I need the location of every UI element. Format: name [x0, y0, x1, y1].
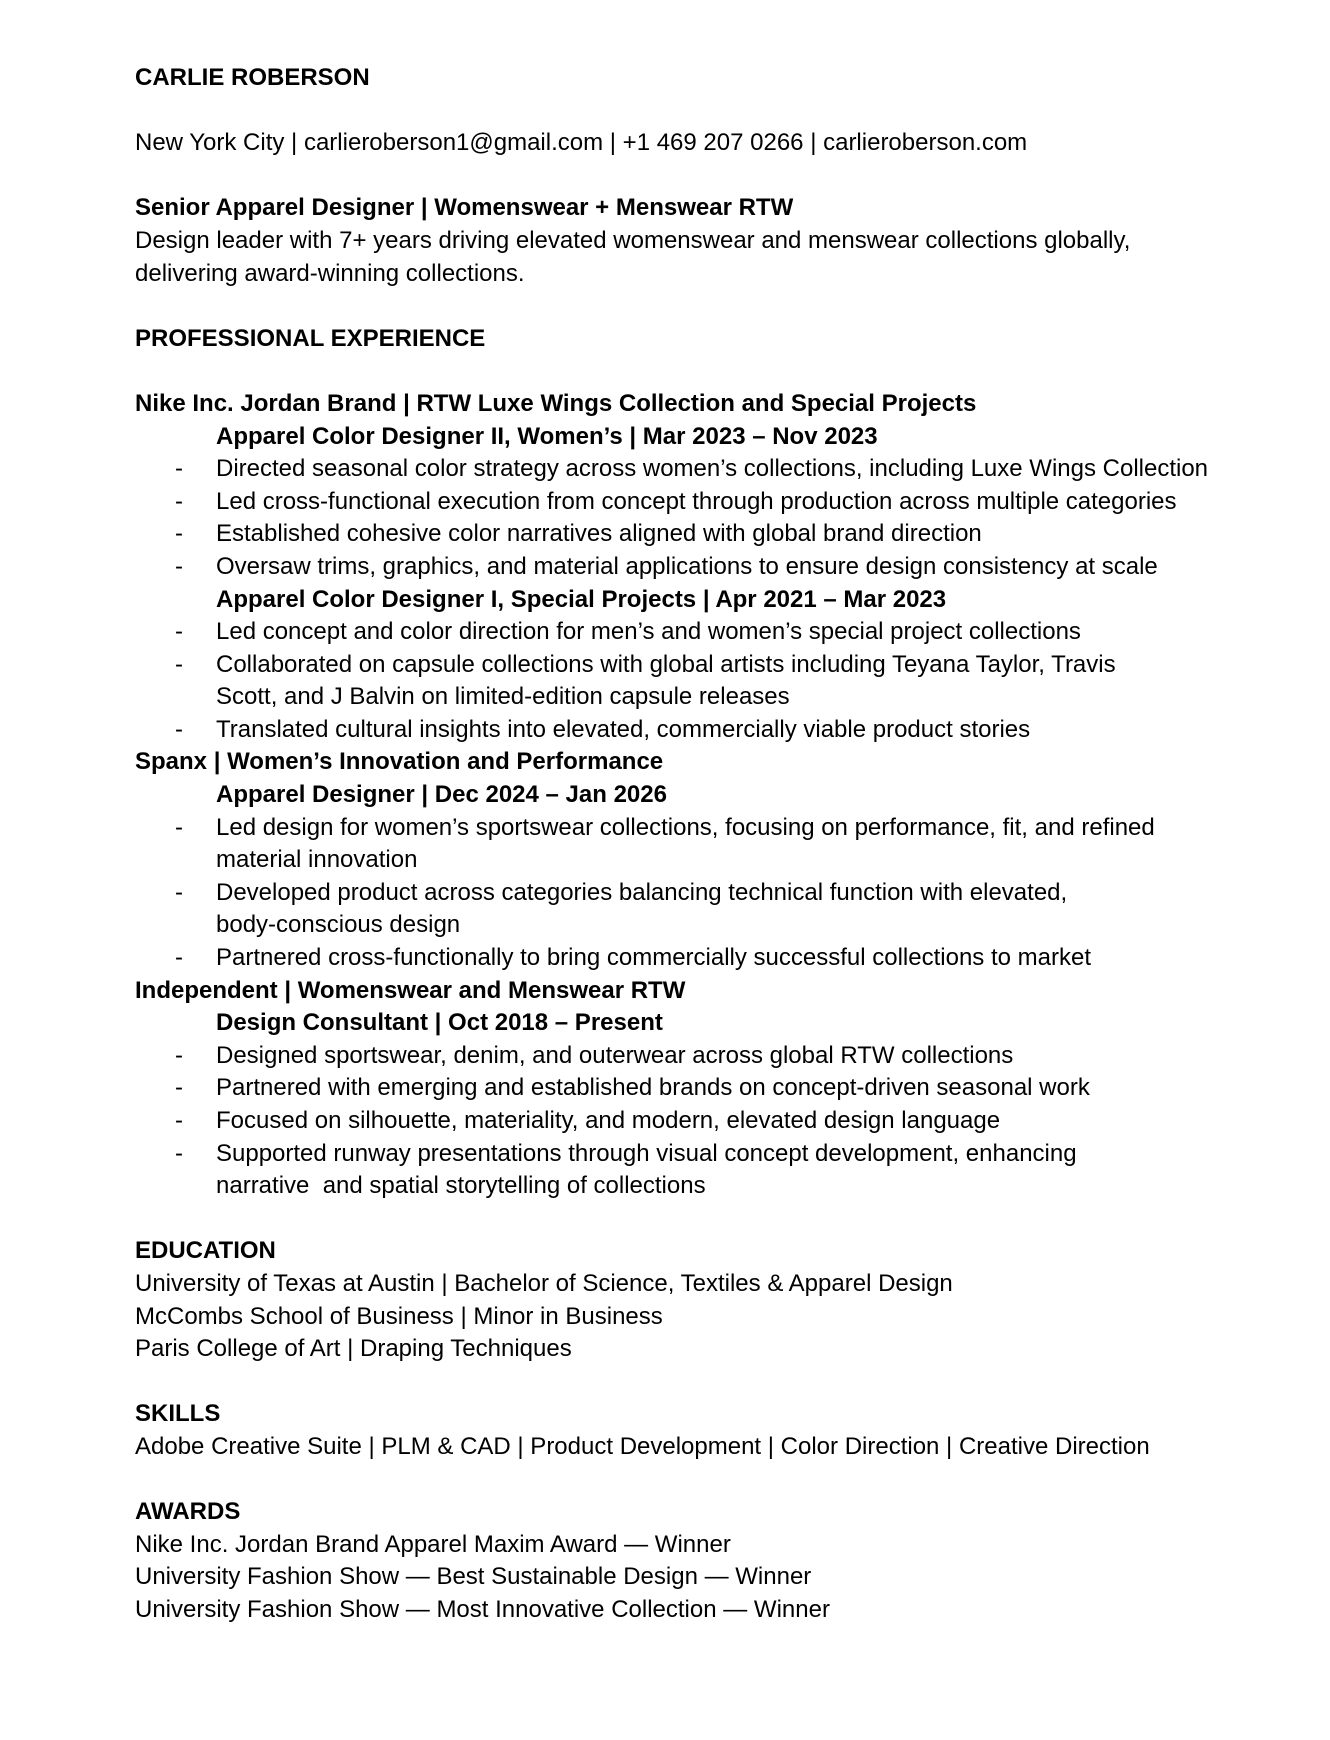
- skills-line: Adobe Creative Suite | PLM & CAD | Product Development | Color Direction | Creative Direction: [135, 1432, 1150, 1460]
- summary-line: delivering award-winning collections.: [135, 259, 525, 287]
- list-item-continuation: [135, 1170, 1235, 1203]
- list-item: [135, 551, 1235, 584]
- bullet-text: body-conscious design: [216, 911, 461, 939]
- education-item: University of Texas at Austin | Bachelor of Science, Textiles & Apparel Design: [135, 1269, 953, 1297]
- bullet-text: Directed seasonal color strategy across women’s collections, including Luxe Wings Collection: [216, 455, 1209, 483]
- bullet-dash: -: [175, 650, 183, 678]
- bullet-text: Led concept and color direction for men’s and women’s special project collections: [216, 618, 1081, 646]
- education-heading: EDUCATION: [135, 1237, 276, 1265]
- bullet-dash: -: [175, 1139, 183, 1167]
- list-item: [135, 877, 1235, 910]
- education-item: McCombs School of Business | Minor in Business: [135, 1302, 663, 1330]
- bullet-text: Partnered with emerging and established brands on concept-driven seasonal work: [216, 1074, 1090, 1102]
- bullet-dash: -: [175, 1074, 183, 1102]
- bullet-text: Partnered cross-functionally to bring commercially successful collections to market: [216, 944, 1092, 972]
- bullet-text: Led design for women’s sportswear collections, focusing on performance, fit, and refined: [216, 813, 1155, 841]
- summary-line: Design leader with 7+ years driving elevated womenswear and menswear collections globally,: [135, 226, 1131, 254]
- list-item: [135, 1072, 1235, 1105]
- list-item: [135, 1040, 1235, 1073]
- bullet-text: Collaborated on capsule collections with global artists including Teyana Taylor, Travis: [216, 650, 1116, 678]
- bullet-dash: -: [175, 944, 183, 972]
- bullet-text: narrative and spatial storytelling of collections: [216, 1172, 706, 1200]
- education-item: Paris College of Art | Draping Techniques: [135, 1335, 572, 1363]
- bullet-dash: -: [175, 455, 183, 483]
- spacer: [135, 290, 1235, 323]
- job-title: Apparel Designer | Dec 2024 – Jan 2026: [216, 781, 667, 809]
- list-item: [135, 714, 1235, 747]
- spacer: [135, 1464, 1235, 1497]
- spacer: [135, 1203, 1235, 1236]
- list-item: [135, 453, 1235, 486]
- list-item-continuation: [135, 681, 1235, 714]
- bullet-list: [135, 1040, 1235, 1203]
- bullet-dash: -: [175, 618, 183, 646]
- list-item: [135, 942, 1235, 975]
- bullet-text: material innovation: [216, 846, 418, 874]
- job-title: Apparel Color Designer II, Women’s | Mar 2023 – Nov 2023: [216, 422, 878, 450]
- resume-page: [135, 62, 1235, 1627]
- bullet-dash: -: [175, 487, 183, 515]
- bullet-list: [135, 616, 1235, 746]
- list-item-continuation: [135, 909, 1235, 942]
- bullet-text: Supported runway presentations through visual concept development, enhancing: [216, 1139, 1077, 1167]
- bullet-list: [135, 812, 1235, 975]
- bullet-dash: -: [175, 813, 183, 841]
- bullet-dash: -: [175, 715, 183, 743]
- candidate-name: CARLIE ROBERSON: [135, 64, 370, 91]
- experience-heading: PROFESSIONAL EXPERIENCE: [135, 324, 486, 352]
- bullet-text: Focused on silhouette, materiality, and modern, elevated design language: [216, 1107, 1001, 1134]
- bullet-dash: -: [175, 552, 183, 580]
- company-spanx: Spanx | Women’s Innovation and Performance: [135, 748, 664, 776]
- skills-heading: SKILLS: [135, 1400, 221, 1428]
- headline: Senior Apparel Designer | Womenswear + Menswear RTW: [135, 194, 794, 222]
- job-title: Apparel Color Designer I, Special Projects | Apr 2021 – Mar 2023: [216, 585, 947, 613]
- company-independent: Independent | Womenswear and Menswear RTW: [135, 976, 686, 1004]
- list-item: [135, 518, 1235, 551]
- bullet-text: Led cross-functional execution from concept through production across multiple categories: [216, 487, 1177, 515]
- list-item: [135, 1138, 1235, 1171]
- bullet-dash: -: [175, 1041, 183, 1069]
- list-item: [135, 616, 1235, 649]
- company-nike: Nike Inc. Jordan Brand | RTW Luxe Wings Collection and Special Projects: [135, 389, 977, 417]
- list-item: [135, 812, 1235, 845]
- spacer: [135, 1366, 1235, 1399]
- list-item: [135, 649, 1235, 682]
- awards-heading: AWARDS: [135, 1498, 241, 1526]
- contact-line: New York City | carlieroberson1@gmail.com | +1 469 207 0266 | carlieroberson.com: [135, 129, 1028, 157]
- list-item: [135, 486, 1235, 519]
- spacer: [135, 95, 1235, 128]
- bullet-text: Oversaw trims, graphics, and material applications to ensure design consistency at scale: [216, 552, 1158, 580]
- spacer: [135, 355, 1235, 388]
- bullet-dash: -: [175, 878, 183, 906]
- job-title: Design Consultant | Oct 2018 – Present: [216, 1009, 663, 1037]
- award-item: University Fashion Show — Most Innovative Collection — Winner: [135, 1595, 830, 1623]
- list-item: [135, 1105, 1235, 1138]
- award-item: Nike Inc. Jordan Brand Apparel Maxim Award — Winner: [135, 1530, 731, 1558]
- bullet-dash: -: [175, 1107, 183, 1134]
- bullet-list: [135, 453, 1235, 583]
- bullet-dash: -: [175, 520, 183, 548]
- bullet-text: Designed sportswear, denim, and outerwear across global RTW collections: [216, 1041, 1014, 1069]
- bullet-text: Scott, and J Balvin on limited-edition capsule releases: [216, 683, 790, 711]
- bullet-text: Established cohesive color narratives aligned with global brand direction: [216, 520, 982, 548]
- list-item-continuation: [135, 844, 1235, 877]
- spacer: [135, 160, 1235, 193]
- award-item: University Fashion Show — Best Sustainable Design — Winner: [135, 1563, 812, 1591]
- bullet-text: Developed product across categories balancing technical function with elevated,: [216, 878, 1068, 906]
- bullet-text: Translated cultural insights into elevated, commercially viable product stories: [216, 715, 1031, 743]
